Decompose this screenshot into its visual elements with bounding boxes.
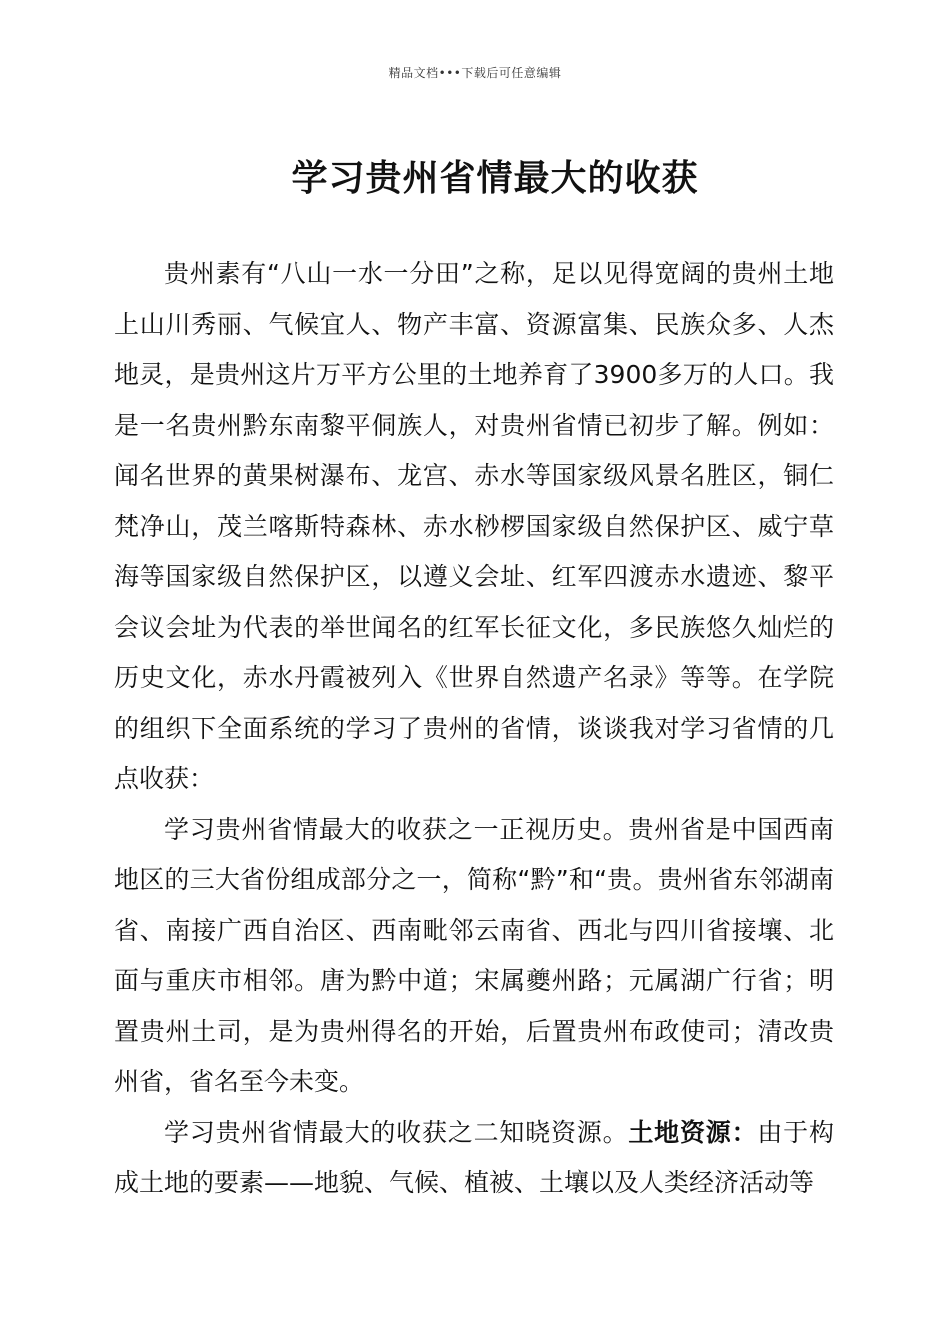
paragraph-history: 学习贵州省情最大的收获之一正视历史。贵州省是中国西南地区的三大省份组成部分之一，简称“黔”和“贵。贵州省东邻湖南省、南接广西自治区、西南毗邻云南省、西北与四川省接壤、北面与重庆市相邻。唐为黔中道；宋属夔州路；元属湖广行省；明置贵州土司，是为贵州得名的开始，后置贵州布政使司；清改贵州省，省名至今未变。 <box>114 814 834 1096</box>
paragraph-resources-lead: 学习贵州省情最大的收获之二知晓资源。 <box>164 1117 629 1147</box>
paragraph-resources-text: 由于构成土地的要素——地貌、气候、植被、土壤以及人类经济活动等 <box>114 1117 834 1197</box>
page-header: 精品文档•••下载后可任意编辑 <box>388 66 562 80</box>
land-resources-heading: 土地资源： <box>628 1117 758 1147</box>
document-body <box>114 249 834 1209</box>
paragraph-resources <box>114 1108 834 1209</box>
document-title: 学习贵州省情最大的收获 <box>291 157 699 199</box>
paragraph-intro: 贵州素有“八山一水一分田”之称，足以见得宽阔的贵州土地上山川秀丽、气候宜人、物产丰富、资源富集、民族众多、人杰地灵，是贵州这片万平方公里的土地养育了3900多万的人口。我是一名贵州黔东南黎平侗族人，对贵州省情已初步了解。例如：闻名世界的黄果树瀑布、龙宫、赤水等国家级风景名胜区，铜仁梵净山，茂兰喀斯特森林、赤水桫椤国家级自然保护区、威宁草海等国家级自然保护区，以遵义会址、红军四渡赤水遗迹、黎平会议会址为代表的举世闻名的红军长征文化，多民族悠久灿烂的历史文化，赤水丹霞被列入《世界自然遗产名录》等等。在学院的组织下全面系统的学习了贵州的省情，谈谈我对学习省情的几点收获： <box>114 259 834 793</box>
